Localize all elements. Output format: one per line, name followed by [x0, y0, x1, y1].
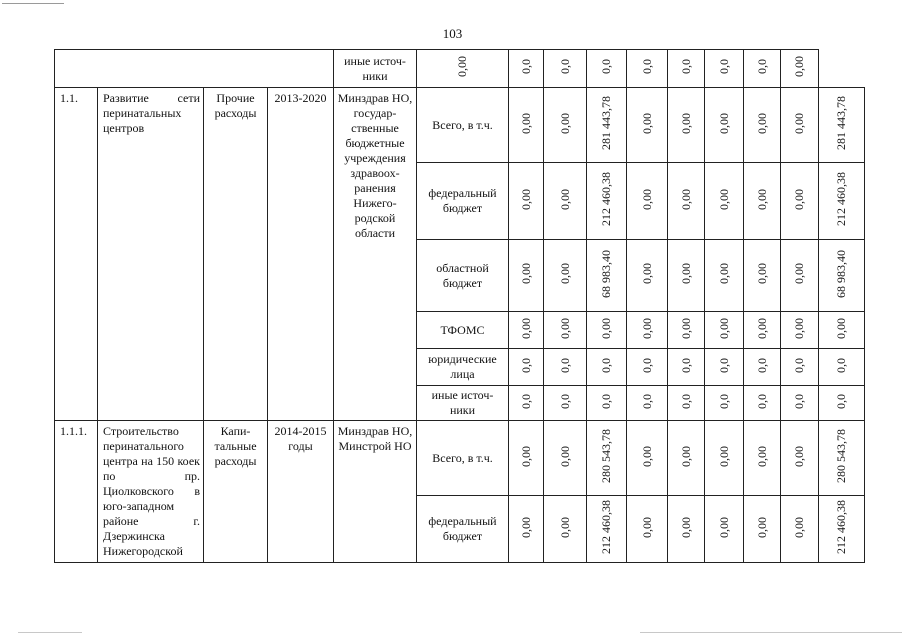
value-text: 0,00 [716, 263, 731, 284]
value-cell [587, 496, 627, 563]
value-cell [509, 312, 544, 349]
value-text: 0,0 [599, 59, 613, 74]
value-text: 0,00 [518, 516, 533, 538]
table-row [55, 50, 865, 88]
value-cell [627, 312, 668, 349]
value-text: 0,00 [716, 112, 731, 134]
value-text: 0,00 [754, 516, 769, 538]
value-text: 0,0 [518, 357, 533, 373]
value-cell [819, 312, 865, 349]
value-text: 0,00 [716, 445, 731, 467]
value-cell [705, 421, 744, 496]
value-text: 0,0 [599, 357, 613, 373]
executor: Минздрав НО, государ-ственные бюджетные учреждения здравоох-ранения Нижего-родской области [334, 88, 417, 421]
value-cell [819, 240, 865, 312]
value-cell [744, 240, 781, 312]
value-cell [668, 386, 705, 421]
value-cell [509, 88, 544, 163]
value-text: 0,00 [557, 188, 572, 210]
value-text: 0,00 [639, 112, 654, 134]
value-cell [544, 50, 587, 88]
value-text: 212 460,38 [599, 172, 613, 226]
value-text: 0,0 [678, 357, 693, 373]
value-text: 0,00 [557, 263, 572, 284]
source-cell: Всего, в т.ч. [417, 421, 509, 496]
value-cell [781, 496, 819, 563]
value-text: 0,0 [834, 357, 848, 373]
value-text: 0,00 [678, 317, 693, 339]
value-text: 0,00 [455, 56, 469, 77]
value-cell [705, 163, 744, 240]
source-cell: иные источ-ники [334, 50, 417, 88]
value-text: 0,00 [557, 112, 572, 134]
value-text: 0,0 [678, 393, 693, 409]
value-cell [544, 312, 587, 349]
source-cell: иные источ-ники [417, 386, 509, 421]
period: 2014-2015 годы [268, 421, 334, 563]
value-cell [627, 421, 668, 496]
value-text: 212 460,38 [834, 500, 848, 554]
value-text: 0,00 [716, 516, 731, 538]
expense-type: Капи-тальные расходы [204, 421, 268, 563]
executor: Минздрав НО, Минстрой НО [334, 421, 417, 563]
value-cell [744, 50, 781, 88]
value-cell [705, 50, 744, 88]
value-text: 0,00 [557, 516, 572, 538]
value-text: 0,0 [754, 59, 769, 74]
value-cell [705, 349, 744, 386]
value-cell [668, 349, 705, 386]
value-cell [705, 88, 744, 163]
value-cell [587, 386, 627, 421]
value-cell [705, 496, 744, 563]
value-cell [705, 312, 744, 349]
value-cell [781, 240, 819, 312]
value-cell [819, 349, 865, 386]
value-cell [544, 421, 587, 496]
value-cell [781, 50, 819, 88]
value-cell [587, 50, 627, 88]
value-text: 0,00 [754, 188, 769, 210]
value-cell [781, 386, 819, 421]
value-text: 0,00 [518, 445, 533, 467]
value-cell [417, 50, 509, 88]
value-text: 0,00 [518, 188, 533, 210]
value-text: 0,00 [754, 112, 769, 134]
value-text: 0,0 [639, 59, 654, 74]
value-cell [627, 386, 668, 421]
value-text: 0,00 [678, 112, 693, 134]
value-text: 0,0 [639, 393, 654, 409]
value-cell [587, 240, 627, 312]
value-cell [544, 88, 587, 163]
continuation-cell [55, 50, 334, 88]
value-text: 0,00 [792, 112, 806, 134]
value-text: 0,0 [599, 393, 613, 409]
scan-line-top-left [2, 3, 64, 4]
value-cell [627, 88, 668, 163]
value-cell [587, 163, 627, 240]
value-text: 0,00 [557, 445, 572, 467]
value-cell [509, 240, 544, 312]
value-text: 0,00 [639, 317, 654, 339]
period: 2013-2020 [268, 88, 334, 421]
value-text: 0,0 [557, 59, 572, 74]
value-text: 0,0 [557, 393, 572, 409]
value-cell [744, 386, 781, 421]
value-text: 0,00 [716, 188, 731, 210]
scan-line-bottom-right [640, 632, 902, 633]
value-cell [544, 496, 587, 563]
value-cell [587, 349, 627, 386]
value-cell [705, 240, 744, 312]
scan-line-bottom-left [18, 632, 82, 633]
value-text: 0,0 [834, 393, 848, 409]
value-text: 0,00 [792, 188, 806, 210]
value-text: 0,0 [754, 357, 769, 373]
value-text: 0,0 [754, 393, 769, 409]
value-text: 0,0 [557, 357, 572, 373]
value-text: 0,0 [678, 59, 693, 74]
value-cell [587, 312, 627, 349]
table-row [55, 88, 865, 163]
page-number: 103 [442, 26, 463, 41]
value-cell [668, 496, 705, 563]
value-cell [781, 421, 819, 496]
expense-type: Прочие расходы [204, 88, 268, 421]
table-row [55, 421, 865, 496]
row-number: 1.1.1. [55, 421, 98, 563]
value-text: 0,00 [518, 263, 533, 284]
value-text: 0,00 [639, 188, 654, 210]
row-number: 1.1. [55, 88, 98, 421]
value-text: 281 443,78 [599, 96, 613, 150]
value-cell [509, 421, 544, 496]
value-text: 0,00 [792, 263, 806, 284]
value-cell [781, 88, 819, 163]
value-text: 0,0 [639, 357, 654, 373]
value-text: 0,0 [792, 393, 806, 409]
value-text: 0,00 [716, 317, 731, 339]
source-cell: федеральный бюджет [417, 496, 509, 563]
value-cell [744, 312, 781, 349]
value-text: 0,00 [518, 317, 533, 339]
value-cell [781, 349, 819, 386]
value-text: 0,0 [716, 393, 731, 409]
value-cell [744, 349, 781, 386]
value-text: 0,00 [792, 445, 806, 467]
value-cell [509, 496, 544, 563]
value-text: 0,0 [716, 357, 731, 373]
value-cell [781, 312, 819, 349]
value-cell [627, 349, 668, 386]
value-text: 0,00 [834, 317, 848, 339]
value-text: 0,00 [678, 516, 693, 538]
value-text: 0,0 [792, 357, 806, 373]
source-cell: областной бюджет [417, 240, 509, 312]
budget-table [54, 49, 865, 563]
value-cell [587, 88, 627, 163]
value-text: 0,0 [716, 59, 731, 74]
value-cell [544, 240, 587, 312]
value-text: 212 460,38 [599, 500, 613, 554]
value-text: 212 460,38 [834, 172, 848, 226]
measure-name: Строительство перинатального центра на 150 коек по пр. Циолковского в юго-западном районе г. Дзержинска Нижегородской [98, 421, 204, 563]
source-cell: федеральный бюджет [417, 163, 509, 240]
value-cell [668, 163, 705, 240]
value-text: 0,0 [518, 393, 533, 409]
value-text: 0,00 [678, 445, 693, 467]
value-cell [819, 386, 865, 421]
value-cell [744, 88, 781, 163]
value-text: 0,00 [678, 188, 693, 210]
source-cell: юридические лица [417, 349, 509, 386]
value-cell [544, 163, 587, 240]
value-cell [627, 163, 668, 240]
source-cell: ТФОМС [417, 312, 509, 349]
value-text: 280 543,78 [599, 429, 613, 483]
source-cell: Всего, в т.ч. [417, 88, 509, 163]
value-text: 0,00 [792, 317, 806, 339]
value-text: 0,00 [754, 445, 769, 467]
value-text: 0,00 [792, 56, 806, 77]
value-text: 0,00 [639, 445, 654, 467]
value-cell [819, 496, 865, 563]
value-cell [587, 421, 627, 496]
value-cell [781, 163, 819, 240]
value-text: 0,0 [518, 59, 533, 74]
value-cell [819, 88, 865, 163]
value-text: 0,00 [599, 317, 613, 339]
value-cell [509, 386, 544, 421]
value-text: 0,00 [754, 317, 769, 339]
value-cell [668, 88, 705, 163]
value-cell [668, 50, 705, 88]
value-cell [627, 240, 668, 312]
value-cell [668, 421, 705, 496]
value-cell [744, 421, 781, 496]
value-cell [819, 163, 865, 240]
value-text: 0,00 [557, 317, 572, 339]
value-text: 0,00 [792, 516, 806, 538]
value-text: 68 983,40 [834, 249, 848, 298]
value-cell [509, 50, 544, 88]
value-text: 0,00 [639, 263, 654, 284]
value-cell [509, 349, 544, 386]
value-cell [744, 496, 781, 563]
value-cell [509, 163, 544, 240]
value-cell [544, 349, 587, 386]
value-cell [544, 386, 587, 421]
value-cell [744, 163, 781, 240]
value-text: 0,00 [754, 263, 769, 284]
value-cell [627, 496, 668, 563]
value-text: 281 443,78 [834, 96, 848, 150]
value-text: 280 543,78 [834, 429, 848, 483]
value-cell [705, 386, 744, 421]
value-text: 0,00 [678, 263, 693, 284]
value-cell [627, 50, 668, 88]
value-cell [668, 240, 705, 312]
value-text: 68 983,40 [599, 249, 613, 298]
value-cell [668, 312, 705, 349]
value-text: 0,00 [639, 516, 654, 538]
value-cell [819, 421, 865, 496]
measure-name: Развитие сети перинатальных центров [98, 88, 204, 421]
value-text: 0,00 [518, 112, 533, 134]
